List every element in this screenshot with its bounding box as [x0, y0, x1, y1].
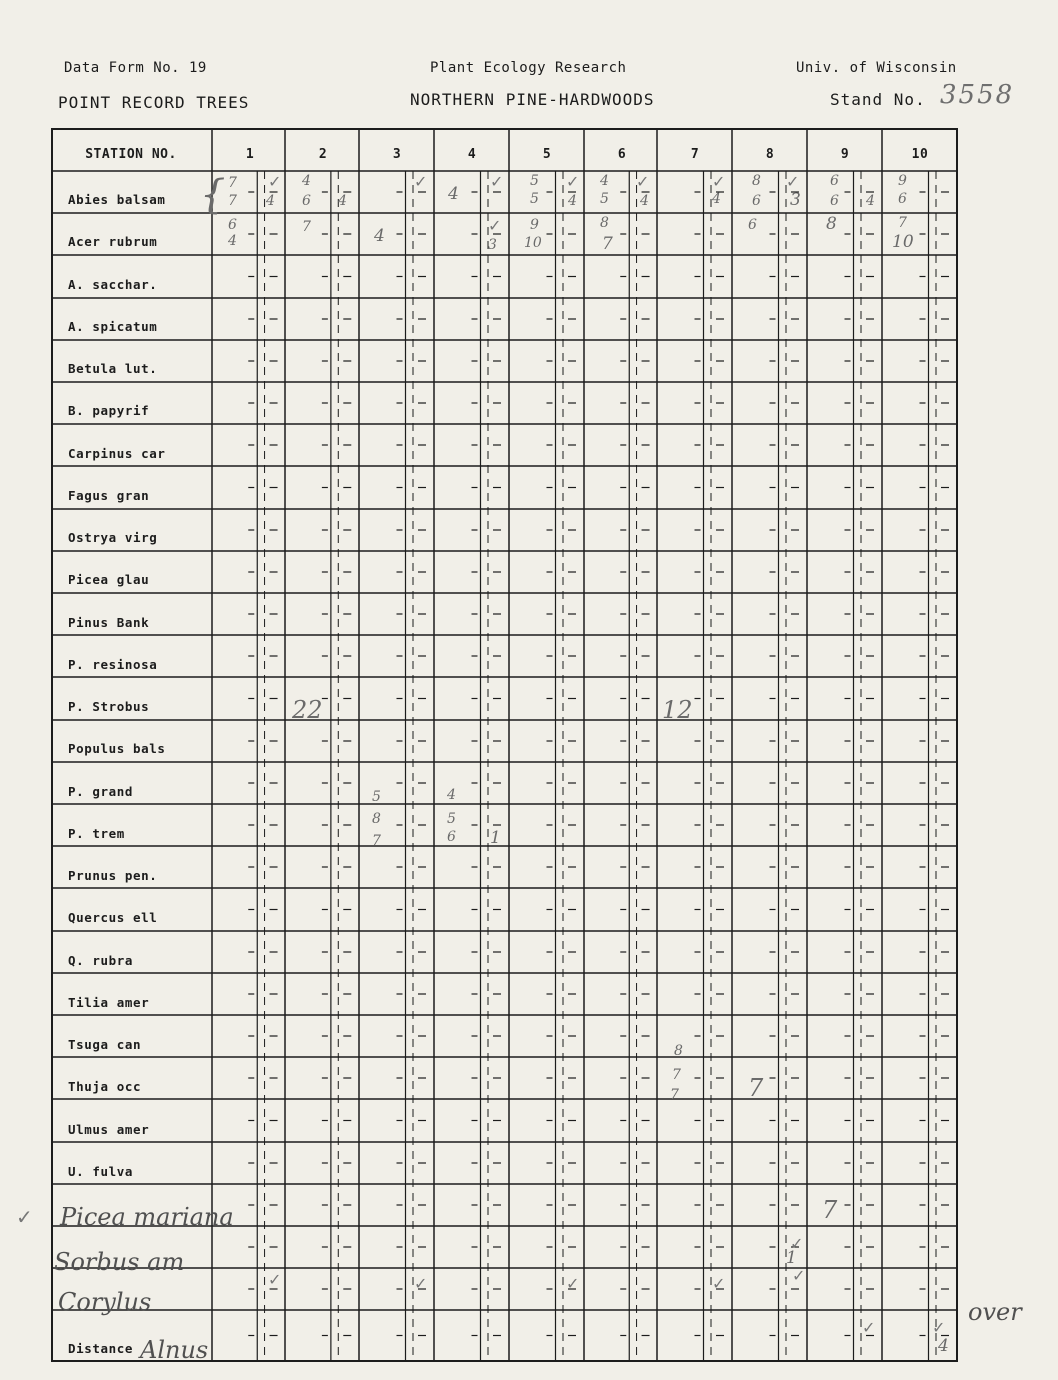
check-mark: ✓: [414, 1274, 428, 1293]
hw-value: 1: [490, 828, 501, 848]
species-label: Tilia amer: [68, 995, 150, 1010]
check-mark: ✓: [268, 172, 282, 191]
check-mark: ✓: [490, 172, 504, 191]
hw-value: 7: [228, 193, 237, 209]
hw-value: 7: [302, 219, 311, 235]
station-4: 4: [467, 147, 477, 162]
stand-label: Stand No.: [830, 90, 926, 109]
species-label: Betula lut.: [68, 361, 158, 376]
hw-value: 4: [228, 233, 237, 249]
species-label: P. resinosa: [68, 657, 158, 672]
hw-value: 7: [822, 1196, 838, 1224]
species-label: Populus bals: [68, 741, 166, 756]
species-label: Tsuga can: [68, 1037, 142, 1052]
check-mark: ✓: [792, 1266, 806, 1285]
species-label: Picea glau: [68, 572, 150, 587]
station-10: 10: [911, 147, 929, 162]
hw-value: 7: [228, 175, 237, 191]
species-label: Prunus pen.: [68, 868, 158, 883]
hw-value: 6: [752, 193, 761, 209]
station-6: 6: [617, 147, 627, 162]
table-border: [52, 129, 957, 1364]
hw-value: 4: [600, 173, 609, 189]
hw-value: 4: [866, 193, 875, 209]
hw-value: 7: [372, 833, 381, 849]
hw-value: 7: [602, 234, 613, 254]
handwritten-species: Sorbus am: [54, 1248, 185, 1276]
hw-value: 6: [748, 217, 757, 233]
species-label: Abies balsam: [68, 192, 166, 207]
check-mark: ✓: [932, 1318, 946, 1337]
hw-value: 6: [447, 829, 456, 845]
community-title: NORTHERN PINE-HARDWOODS: [410, 90, 655, 109]
handwritten-species: Alnus: [140, 1336, 209, 1364]
station-8: 8: [765, 147, 775, 162]
hw-value: 5: [530, 191, 539, 207]
hw-value: 7: [898, 215, 907, 231]
hw-value: 6: [302, 193, 311, 209]
hw-value: 9: [898, 173, 907, 189]
species-label: Thuja occ: [68, 1079, 142, 1094]
species-label: Acer rubrum: [68, 234, 158, 249]
station-9: 9: [840, 147, 850, 162]
check-mark: ✓: [566, 1274, 580, 1293]
hw-value: 7: [748, 1074, 764, 1102]
hw-value: 4: [568, 193, 577, 209]
hw-value: 5: [447, 811, 456, 827]
hw-value: 7: [670, 1087, 679, 1103]
hw-value: 4: [374, 226, 385, 246]
hw-value: 4: [266, 193, 275, 209]
hw-value: 5: [530, 173, 539, 189]
hw-value: 8: [674, 1043, 683, 1059]
hw-value: 8: [600, 215, 609, 231]
hw-value: 8: [752, 173, 761, 189]
brace-icon: {: [200, 172, 226, 218]
species-label: Ulmus amer: [68, 1122, 150, 1137]
species-label: P. trem: [68, 826, 125, 841]
station-header: STATION NO.: [85, 147, 177, 162]
hw-value: 6: [830, 193, 839, 209]
check-mark: ✓: [488, 216, 502, 235]
hw-value: 3: [790, 190, 801, 210]
species-label: U. fulva: [68, 1164, 134, 1179]
hw-value: 4: [338, 193, 347, 209]
hw-value: 4: [448, 184, 459, 204]
hw-value: 6: [228, 217, 237, 233]
station-2: 2: [318, 147, 328, 162]
species-label: B. papyrif: [68, 403, 150, 418]
check-mark: ✓: [712, 172, 726, 191]
station-3: 3: [392, 147, 402, 162]
organization: Plant Ecology Research: [430, 60, 627, 76]
check-mark: ✓: [862, 1318, 876, 1337]
hw-value: 6: [830, 173, 839, 189]
species-label: Quercus ell: [68, 910, 158, 925]
check-mark: ✓: [786, 172, 800, 191]
form-number: Data Form No. 19: [64, 60, 207, 76]
hw-value: 6: [898, 191, 907, 207]
species-label: Q. rubra: [68, 953, 134, 968]
check-mark: ✓: [16, 1205, 33, 1229]
station-1: 1: [245, 147, 255, 162]
hw-value: 10: [892, 232, 914, 252]
hw-value: 4: [712, 191, 721, 207]
hw-value: 12: [662, 696, 693, 724]
overflow-note: over: [968, 1298, 1022, 1326]
hw-value: 5: [600, 191, 609, 207]
species-label: Ostrya virg: [68, 530, 158, 545]
species-label: A. sacchar.: [68, 277, 158, 292]
hw-value: 4: [447, 787, 456, 803]
form-title: POINT RECORD TREES: [58, 93, 250, 112]
hw-value: 4: [640, 193, 649, 209]
hw-value: 8: [372, 811, 381, 827]
species-label: P. Strobus: [68, 699, 150, 714]
check-mark: ✓: [636, 172, 650, 191]
hw-value: 9: [530, 217, 539, 233]
hw-value: 22: [292, 696, 323, 724]
species-label: Pinus Bank: [68, 615, 150, 630]
species-label: Carpinus car: [68, 446, 166, 461]
check-mark: ✓: [414, 172, 428, 191]
hw-value: 4: [938, 1336, 949, 1356]
check-mark: ✓: [268, 1270, 282, 1289]
species-label: Fagus gran: [68, 488, 150, 503]
university: Univ. of Wisconsin: [796, 60, 957, 76]
check-mark: ✓: [790, 1234, 804, 1253]
hw-value: 8: [826, 214, 837, 234]
stand-number: 3558: [940, 80, 1015, 110]
handwritten-species: Picea mariana: [60, 1203, 234, 1231]
hw-value: 10: [524, 235, 542, 251]
station-7: 7: [690, 147, 700, 162]
distance-label: Distance: [68, 1341, 134, 1356]
hw-value: 7: [672, 1067, 681, 1083]
station-5: 5: [542, 147, 552, 162]
species-label: P. grand: [68, 784, 134, 799]
handwritten-species: Corylus: [58, 1288, 152, 1316]
check-mark: ✓: [712, 1274, 726, 1293]
hw-value: 4: [302, 173, 311, 189]
species-label: A. spicatum: [68, 319, 158, 334]
hw-value: 1: [786, 1248, 797, 1268]
hw-value: 5: [372, 789, 381, 805]
hw-value: 3: [488, 237, 497, 253]
check-mark: ✓: [566, 172, 580, 191]
